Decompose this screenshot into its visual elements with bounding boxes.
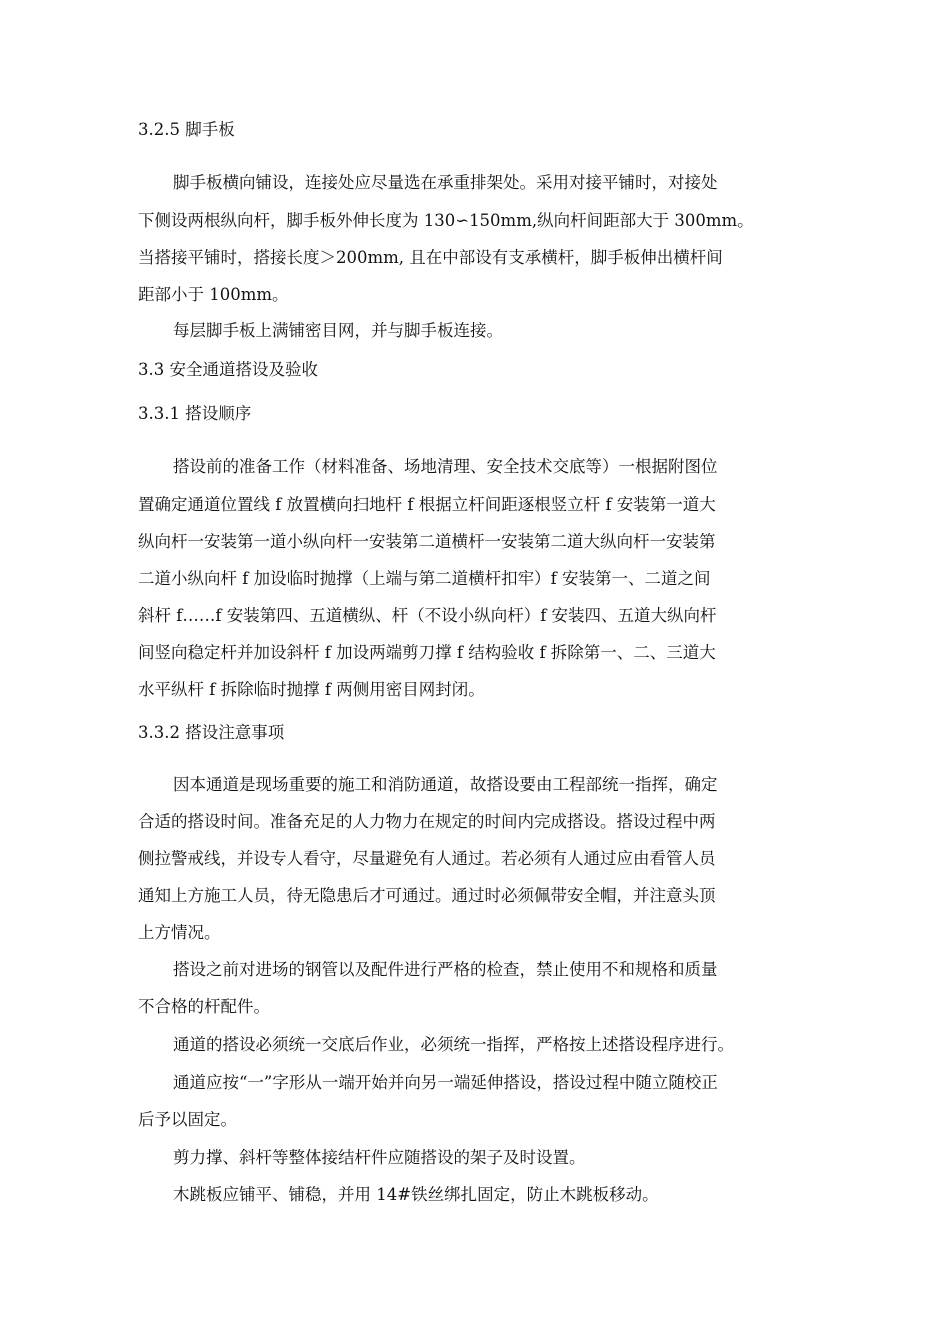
paragraph-line: 不合格的杆配件。: [138, 997, 270, 1016]
paragraph-line: 木跳板应铺平、铺稳，并用 14#铁丝绑扎固定，防止木跳板移动。: [173, 1185, 659, 1204]
paragraph-line: 每层脚手板上满铺密目网，并与脚手板连接。: [173, 321, 503, 340]
heading-3-3: 3.3 安全通道搭设及验收: [138, 360, 318, 379]
paragraph-line: 通知上方施工人员，待无隐患后才可通过。通过时必须佩带安全帽，并注意头顶: [138, 886, 716, 905]
heading-3-3-1: 3.3.1 搭设顺序: [138, 404, 252, 423]
paragraph-line: 斜杆 f……f 安装第四、五道横纵、杆（不设小纵向杆）f 安装四、五道大纵向杆: [138, 606, 717, 625]
paragraph-line: 侧拉警戒线，并设专人看守，尽量避免有人通过。若必须有人通过应由看管人员: [138, 849, 716, 868]
paragraph-line: 纵向杆一安装第一道小纵向杆一安装第二道横杆一安装第二道大纵向杆一安装第: [138, 532, 716, 551]
heading-3-3-2: 3.3.2 搭设注意事项: [138, 723, 285, 742]
paragraph-line: 搭设前的准备工作（材料准备、场地清理、安全技术交底等）一根据附图位: [173, 457, 718, 476]
paragraph-line: 水平纵杆 f 拆除临时抛撑 f 两侧用密目网封闭。: [138, 680, 485, 699]
paragraph-line: 距部小于 100mm。: [138, 285, 289, 304]
paragraph-line: 下侧设两根纵向杆，脚手板外伸长度为 130∽150mm,纵向杆间距部大于 300mm。: [138, 211, 754, 230]
paragraph-line: 上方情况。: [138, 923, 221, 942]
heading-3-2-5: 3.2.5 脚手板: [138, 120, 235, 139]
paragraph-line: 剪力撑、斜杆等整体接结杆件应随搭设的架子及时设置。: [173, 1148, 586, 1167]
paragraph-line: 因本通道是现场重要的施工和消防通道，故搭设要由工程部统一指挥，确定: [173, 775, 718, 794]
paragraph-line: 间竖向稳定杆并加设斜杆 f 加设两端剪刀撑 f 结构验收 f 拆除第一、二、三道大: [138, 643, 716, 662]
paragraph-line: 合适的搭设时间。准备充足的人力物力在规定的时间内完成搭设。搭设过程中两: [138, 812, 716, 831]
paragraph-line: 通道应按“一”字形从一端开始并向另一端延伸搭设，搭设过程中随立随校正: [173, 1073, 718, 1092]
paragraph-line: 置确定通道位置线 f 放置横向扫地杆 f 根据立杆间距逐根竖立杆 f 安装第一道大: [138, 495, 716, 514]
paragraph-line: 通道的搭设必须统一交底后作业，必须统一指挥，严格按上述搭设程序进行。: [173, 1035, 734, 1054]
paragraph-line: 脚手板横向铺设，连接处应尽量选在承重排架处。采用对接平铺时，对接处: [173, 173, 718, 192]
paragraph-line: 搭设之前对进场的钢管以及配件进行严格的检查，禁止使用不和规格和质量: [173, 960, 718, 979]
paragraph-line: 后予以固定。: [138, 1110, 237, 1129]
paragraph-line: 当搭接平铺时，搭接长度＞200mm, 且在中部设有支承横杆，脚手板伸出横杆间: [138, 248, 723, 267]
paragraph-line: 二道小纵向杆 f 加设临时抛撑（上端与第二道横杆扣牢）f 安装第一、二道之间: [138, 569, 711, 588]
